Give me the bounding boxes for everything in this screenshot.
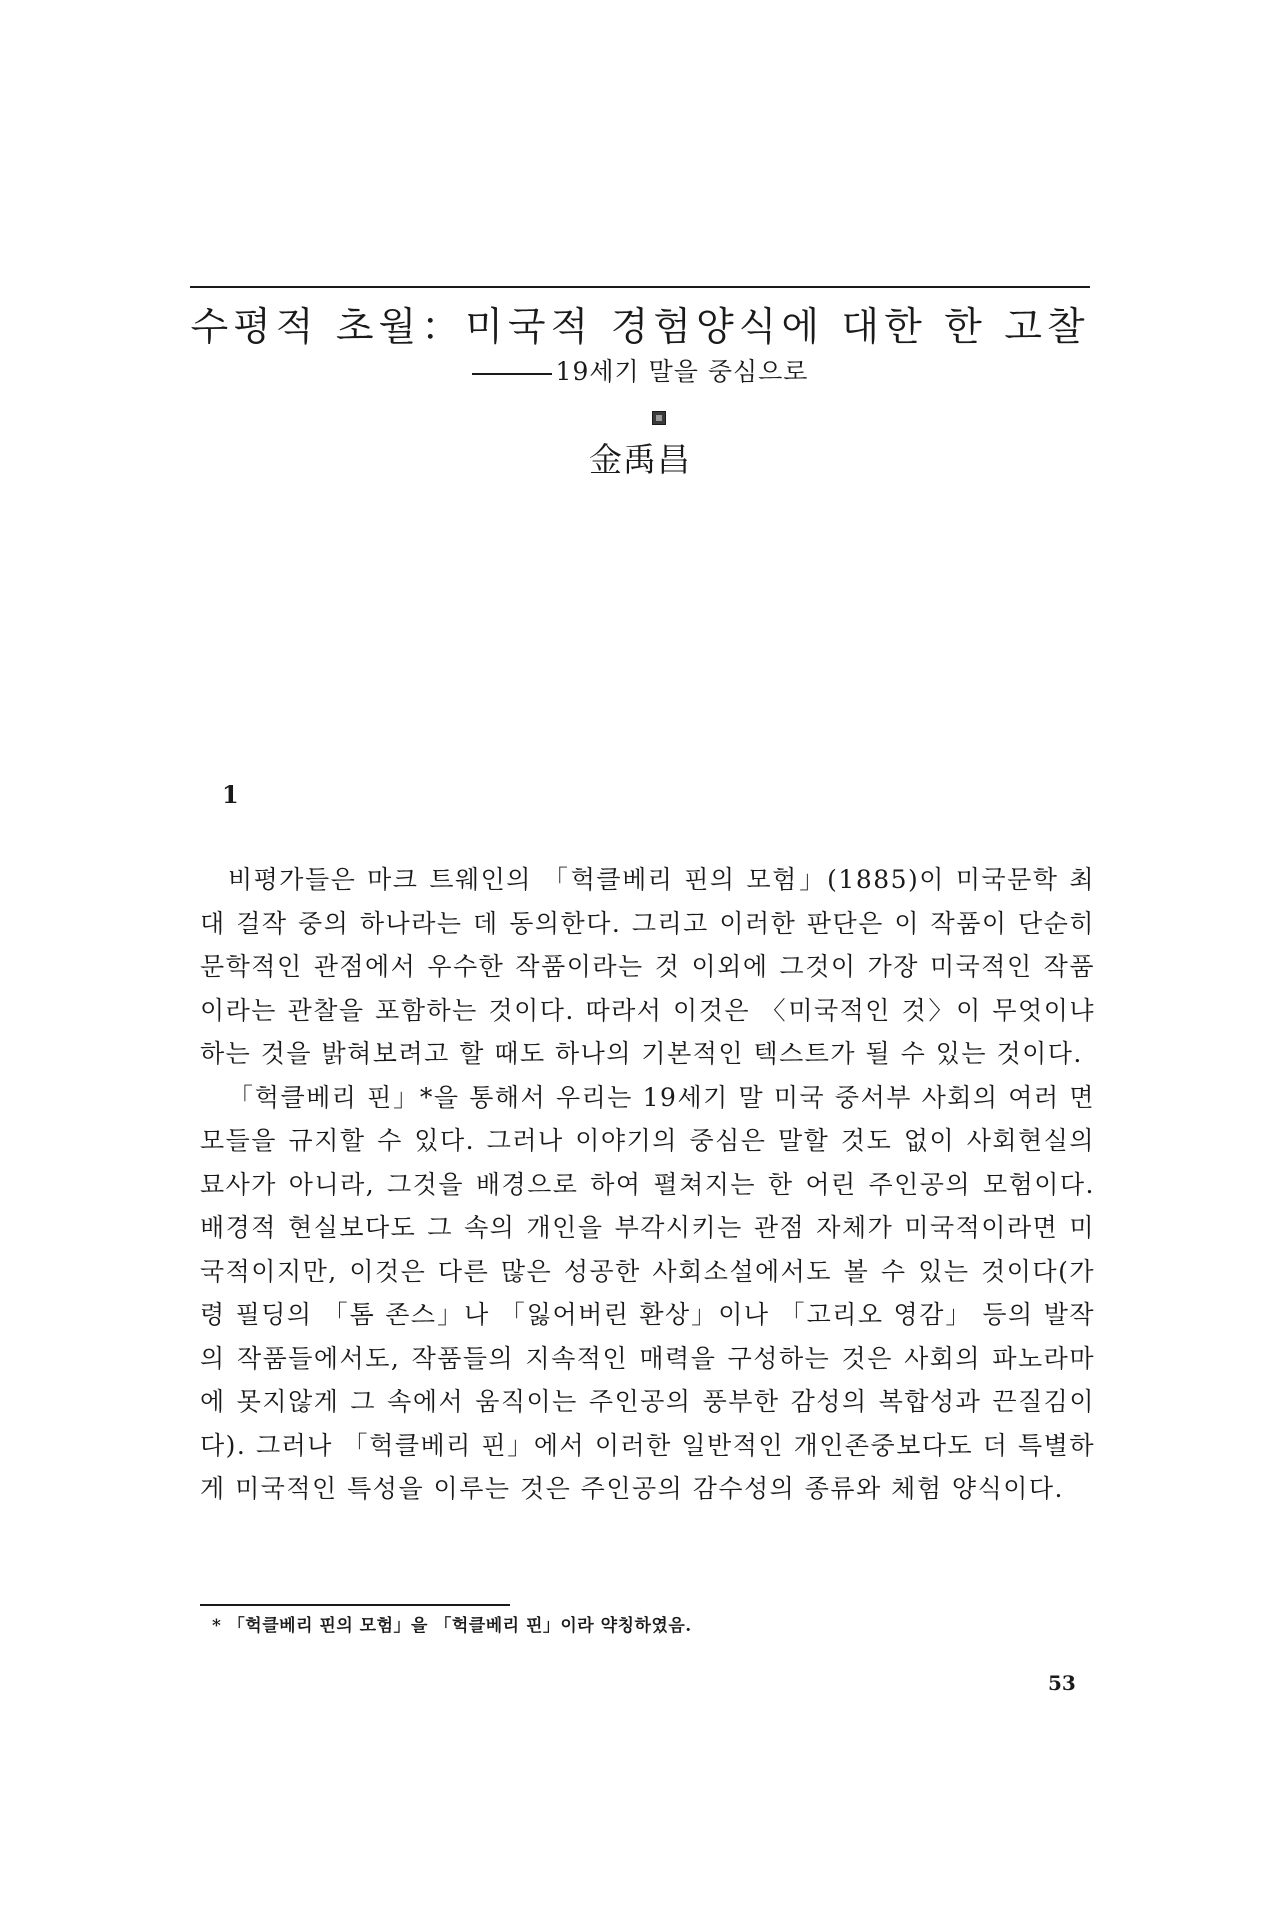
author-name: 金禹昌 xyxy=(589,440,691,479)
page-number: 53 xyxy=(1048,1671,1076,1695)
subtitle-dash xyxy=(472,373,552,375)
title-top-rule xyxy=(190,286,1090,288)
paragraph-2: 「헉클베리 핀」*을 통해서 우리는 19세기 말 미국 중서부 사회의 여러 면모들을 규지할 수 있다. 그러나 이야기의 중심은 말할 것도 없이 사회현실의 묘사가 아니라, 그것을 배경으로 하여 펼쳐지는 한 어린 주인공의 모험이다. 배경적 현실보다도 그 속의 개인을 부각시키는 관점 자체가 미국적이라면 미국적이지만, 이것은 다른 많은 성공한 사회소설에서도 볼 수 있는 것이다(가령 필딩의 「톰 존스」나 「잃어버린 환상」이나 「고리오 영감」 등의 발작의 작품들에서도, 작품들의 지속적인 매력을 구성하는 것은 사회의 파노라마에 못지않게 그 속에서 움직이는 주인공의 풍부한 감성의 복합성과 끈질김이다). 그러나 「헉클베리 핀」에서 이러한 일반적인 개인존중보다도 더 특별하게 미국적인 특성을 이루는 것은 주인공의 감수성의 종류와 체험 양식이다. xyxy=(200,1082,1095,1503)
section-number: 1 xyxy=(222,780,239,809)
article-subtitle-line xyxy=(190,354,1090,390)
body-text xyxy=(200,858,1095,1511)
article-title: 수평적 초월：미국적 경험양식에 대한 한 고찰 xyxy=(190,305,1090,350)
article-subtitle: 19세기 말을 중심으로 xyxy=(555,357,809,386)
paragraph-1: 비평가들은 마크 트웨인의 「헉클베리 핀의 모험」(1885)이 미국문학 최대 걸작 중의 하나라는 데 동의한다. 그리고 이러한 판단은 이 작품이 단순히 문학적인 관점에서 우수한 작품이라는 것 이외에 그것이 가장 미국적인 작품이라는 관찰을 포함하는 것이다. 따라서 이것은 〈미국적인 것〉이 무엇이냐 하는 것을 밝혀보려고 할 때도 하나의 기본적인 텍스트가 될 수 있는 것이다. xyxy=(200,865,1095,1068)
square-ornament-icon xyxy=(652,411,666,425)
footnote-rule xyxy=(200,1604,510,1606)
footnote: * 「헉클베리 핀의 모험」을 「헉클베리 핀」이라 약칭하였음. xyxy=(212,1616,692,1636)
